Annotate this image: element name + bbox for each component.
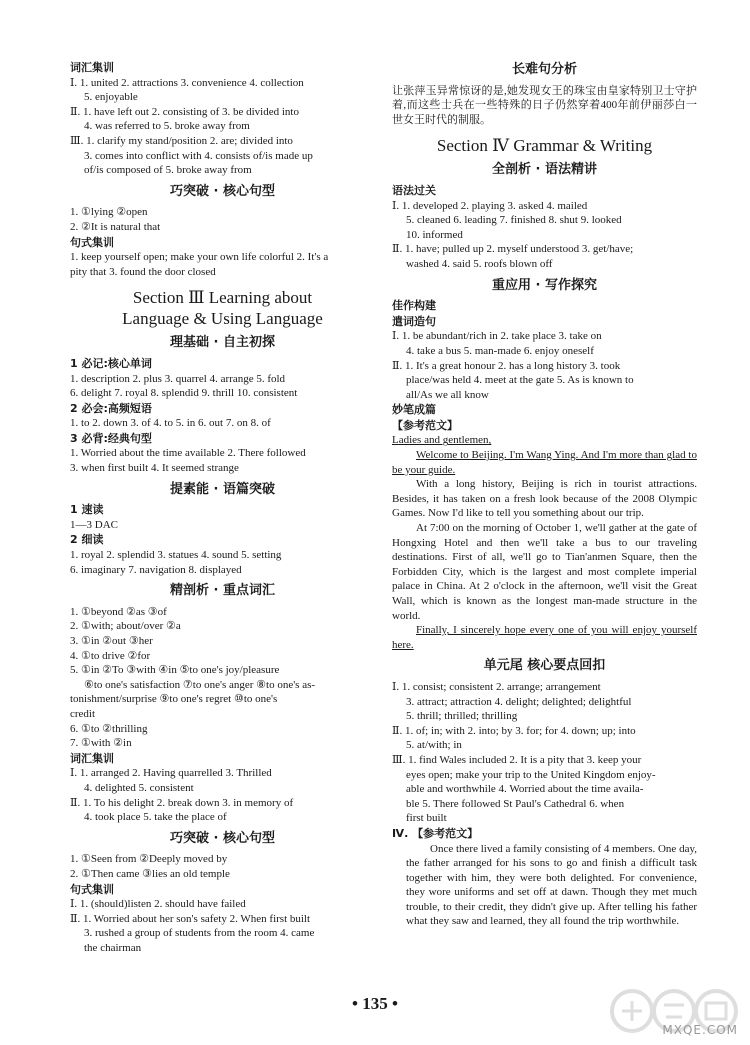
answer-line: credit [70,707,96,720]
answer-line: of/is composed of 5. broke away from [84,164,252,177]
answer-line: 1. ①lying ②open [70,206,148,219]
answer-line: pity that 3. found the door closed [70,265,216,278]
label: 1 必记:核心单词 [70,356,152,370]
answer-line: 4. delighted 5. consistent [84,781,194,794]
answer-line: 2. ①Then came ③lies an old temple [70,867,230,880]
answer-line: Ⅱ. 1. of; in; with 2. into; by 3. for; for 4. down; up; into [392,724,636,737]
answer-line: 5. cleaned 6. leading 7. finished 8. shut 9. looked [406,214,622,227]
answer-line: 1. Worried about the time available 2. There followed [70,447,306,460]
answer-line: 2. ②It is natural that [70,220,161,233]
answer-line: 6. imaginary 7. navigation 8. displayed [70,563,242,576]
essay-paragraph: At 7:00 on the morning of October 1, we'll gather at the gate of Hongxing Hotel and then we'll take a bus to our traveling destinations. First of all, we'll go to Tian'anmen Square, then the Forbidden City, which is the largest and most complete imperial palace in China. At 2 o'clock in the afternoon, we'll visit the Great Wall, which is known as the longest man-made structure in the world. [392,522,697,622]
answer-line: Ⅱ. 1. have left out 2. consisting of 3. be divided into [70,105,299,118]
section-title-line: Section Ⅲ Learning about [132,288,313,308]
label: 1 速读 [70,503,104,517]
label: 妙笔成篇 [392,403,436,417]
label: 词汇集训 [70,751,114,765]
section-heading: 长难句分析 [511,62,577,77]
label: 2 细读 [70,533,104,547]
answer-line: 4. was referred to 5. broke away from [84,120,250,133]
answer-line: tonishment/surprise ⑨to one's regret ⑩to one's [70,693,278,706]
section-title-line: Language & Using Language [122,309,323,329]
answer-line: 1. ①beyond ②as ③of [70,605,167,618]
answer-line: eyes open; make your trip to the United Kingdom enjoy- [406,768,656,781]
section-title: Section Ⅳ Grammar & Writing [436,136,653,156]
watermark-text: MXQE.COM [662,1023,738,1037]
answer-line: 3. ①in ②out ③her [70,635,153,647]
label: 佳作构建 [392,299,436,313]
answer-line: Ⅰ. 1. united 2. attractions 3. convenience 4. collection [70,76,304,89]
answer-line: 3. attract; attraction 4. delight; delighted; delightful [406,695,632,708]
section-heading: 理基础 · 自主初探 [170,335,275,351]
answer-line: 1. keep yourself open; make your own life colorful 2. It's a [70,251,329,264]
answer-line: 7. ①with ②in [70,737,132,750]
section-heading: 提素能 · 语篇突破 [170,481,275,497]
answer-line: 1. royal 2. splendid 3. statues 4. sound 5. setting [70,549,282,562]
answer-line: 2. ①with; about/over ②a [70,620,181,633]
section-heading: 精剖析 · 重点词汇 [170,583,275,599]
answer-line: 10. informed [406,228,463,241]
answer-line: 3. when first built 4. It seemed strange [70,462,239,475]
answer-line: 4. take a bus 5. man-made 6. enjoy oneself [406,344,594,357]
label: Ⅳ. 【参考范文】 [392,826,479,840]
answer-line: 4. took place 5. take the place of [84,811,227,824]
label: 词汇集训 [70,61,114,74]
answer-line: the chairman [84,941,142,954]
section-heading: 巧突破 · 核心句型 [170,183,275,199]
answer-line: 1—3 DAC [70,518,118,531]
essay-paragraph: Finally, I sincerely hope every one of you will enjoy yourself here. [392,624,697,651]
answer-line: all/As we all know [406,388,489,401]
answer-line: 6. delight 7. royal 8. splendid 9. thrill 10. consistent [70,387,298,400]
essay-paragraph: Once there lived a family consisting of 4 members. One day, the father arranged for his sons to go and finish a difficult task together with him, they were both delighted. For convenience, they wore uniforms and set off at dawn. Though they met much trouble, to their credit, they didn't give up. After telling his father what they saw and learned, they all found the trip worthwhile. [406,842,697,928]
answer-line: Ⅰ. 1. developed 2. playing 3. asked 4. mailed [392,199,588,212]
answer-line: Ⅰ. 1. arranged 2. Having quarrelled 3. Thrilled [70,767,272,780]
label: 3 必背:经典句型 [70,431,152,445]
label: 句式集训 [70,235,114,249]
label: 语法过关 [392,183,436,197]
answer-line: Ⅰ. 1. (should)listen 2. should have failed [70,898,246,911]
answer-line: 1. to 2. down 3. of 4. to 5. in 6. out 7. on 8. of [70,417,271,430]
answer-line: Ⅰ. 1. consist; consistent 2. arrange; arrangement [392,680,601,693]
answer-line: Ⅱ. 1. To his delight 2. break down 3. in memory of [70,796,294,809]
left-column [70,60,375,955]
answer-line: washed 4. said 5. roofs blown off [406,257,553,270]
label: 遣词造句 [392,314,436,328]
section-heading: 单元尾 核心要点回扣 [483,658,606,674]
answer-line: Ⅱ. 1. Worried about her son's safety 2. When first built [70,912,311,925]
answer-line: 5. at/with; in [406,739,462,752]
answer-line: ⑥to one's satisfaction ⑦to one's anger ⑧to one's as- [84,678,316,691]
answer-line: 5. enjoyable [84,91,138,104]
answer-line: 1. ①Seen from ②Deeply moved by [70,853,228,866]
label: 句式集训 [70,882,114,896]
essay-paragraph: Welcome to Beijing. I'm Wang Ying. And I'm more than glad to be your guide. [392,449,697,476]
answer-line: 4. ①to drive ②for [70,649,151,662]
answer-line: ble 5. There followed St Paul's Cathedral 6. when [406,797,625,810]
answer-line: place/was held 4. meet at the gate 5. As is known to [406,374,634,387]
answer-line: Ⅰ. 1. be abundant/rich in 2. take place 3. take on [392,330,602,343]
section-heading: 巧突破 · 核心句型 [170,830,275,846]
answer-line: Ⅲ. 1. clarify my stand/position 2. are; divided into [70,134,293,147]
page-number: • 135 • [352,994,398,1013]
label: 2 必会:高频短语 [70,401,152,415]
right-column [392,60,697,929]
section-title [70,287,375,329]
analysis-paragraph: 让张萍玉异常惊讶的是,她发现女王的珠宝由皇家特别卫士守护着,而这些士兵在一些特殊的日子仍然穿着400年前伊丽莎白一世女王时代的制服。 [392,84,697,126]
section-heading: 全剖析 · 语法精讲 [492,162,597,178]
answer-line: Ⅱ. 1. have; pulled up 2. myself understood 3. get/have; [392,243,634,256]
answer-line: 5. thrill; thrilled; thrilling [406,710,518,723]
section-heading: 重应用 · 写作探究 [492,277,597,293]
answer-line: able and worthwhile 4. Worried about the time availa- [406,783,644,796]
essay-salutation: Ladies and gentlemen, [392,434,492,447]
answer-line: 3. rushed a group of students from the room 4. came [84,927,315,940]
answer-line: Ⅱ. 1. It's a great honour 2. has a long history 3. took [392,359,621,372]
answer-line: 3. comes into conflict with 4. consists of/is made up [84,149,313,162]
answer-line: Ⅲ. 1. find Wales included 2. It is a pity that 3. keep your [392,753,642,766]
label: 【参考范文】 [392,418,458,432]
essay-paragraph: With a long history, Beijing is rich in tourist attractions. Besides, it has taken on a fresh look because of the 2008 Olympic Games. Now I'd like to tell you something about our trip. [392,478,697,520]
answer-line: first built [406,812,447,825]
page-number-value: 135 [362,994,388,1013]
answer-line: 1. description 2. plus 3. quarrel 4. arrange 5. fold [70,372,286,385]
answer-line: 6. ①to ②thrilling [70,722,148,735]
answer-line: 5. ①in ②To ③with ④in ⑤to one's joy/pleasure [70,664,280,677]
